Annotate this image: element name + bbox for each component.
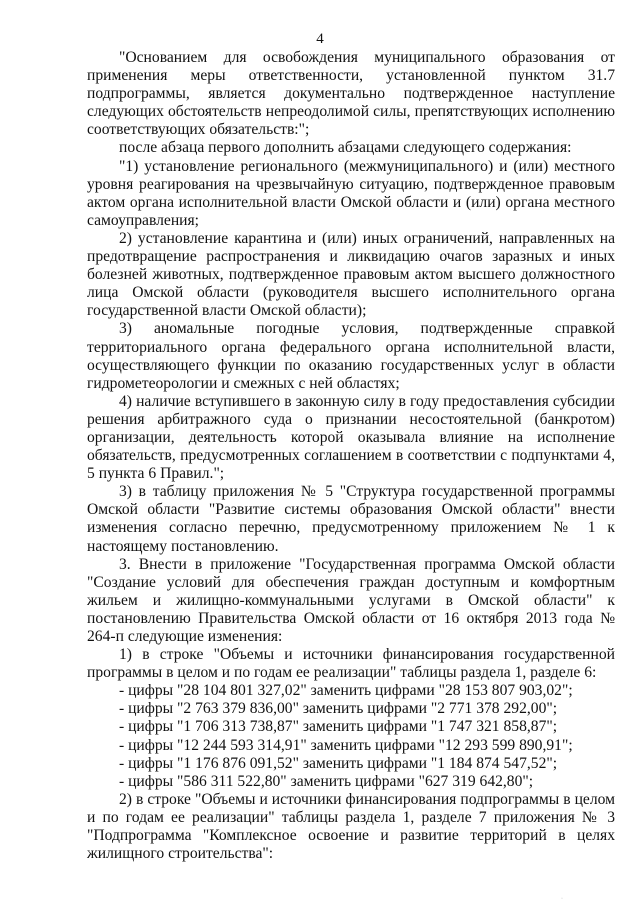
page-number: 4: [316, 31, 324, 47]
list-item-figure-replacement: - цифры "2 763 379 836,00" заменить цифрами "2 771 378 292,00";: [119, 700, 558, 718]
list-item-figure-replacement: - цифры "1 176 876 091,52" заменить цифрами "1 184 874 547,52";: [119, 754, 558, 772]
paragraph-table-appendix-5: 3) в таблицу приложения № 5 "Структура государственной программы Омской области "Развитие системы образования Омской области" внести изменения согласно перечню, предусмотренному приложением № 1 к настоящему постановлению.: [87, 483, 615, 555]
paragraph-item-1-emergency: "1) установление регионального (межмуниципального) и (или) местного уровня реагирования на чрезвычайную ситуацию, подтвержденное правовым актом органа исполнительной власти Омской области и (или) органа местного самоуправления;: [87, 157, 615, 229]
paragraph-item-3-weather: 3) аномальные погодные условия, подтвержденные справкой территориального органа федерального органа исполнительной власти, осуществляющего функции по оказанию государственных услуг в области гидрометеорологии и смежных с ней областях;: [87, 320, 615, 392]
paragraph-section-3: 3. Внести в приложение "Государственная программа Омской области "Создание условий для обеспечения граждан доступным и комфортным жильем и жилищно-коммунальными услугами в Омской области" к постановлению Правительства Омской области от 16 октября 2013 года № 264-п следующие изменения:: [87, 555, 615, 645]
list-item-figure-replacement: - цифры "1 706 313 738,87" заменить цифрами "1 747 321 858,87";: [119, 718, 558, 736]
paragraph-subprogram-funding-row: 2) в строке "Объемы и источники финансирования подпрограммы в целом и по годам ее реализации" таблицы раздела 1, разделе 7 приложения № 3 "Подпрограмма "Комплексное освоение и развитие территорий в целях жилищного строительства":: [87, 790, 615, 863]
paragraph-grounds-intro: "Основанием для освобождения муниципального образования от применения меры ответственности, установленной пунктом 31.7 подпрограммы, является документально подтвержденное наступление следующих обстоятельств непреодолимой силы, препятствующих исполнению соответствующих обязательств:";: [87, 49, 615, 139]
list-item-figure-replacement: - цифры "12 244 593 314,91" заменить цифрами "12 293 599 890,91";: [119, 736, 573, 754]
paragraph-item-2-quarantine: 2) установление карантина и (или) иных ограничений, направленных на предотвращение распространения и ликвидацию очагов заразных и иных болезней животных, подтвержденное правовым актом высшего должностного лица Омской области (руководителя высшего исполнительного органа государственной власти Омской области);: [87, 229, 615, 320]
list-item-figure-replacement: - цифры "586 311 522,80" заменить цифрами "627 319 642,80";: [119, 772, 534, 790]
document-body: [87, 49, 615, 863]
paragraph-item-4-bankruptcy: 4) наличие вступившего в законную силу в году предоставления субсидии решения арбитражного суда о признании несостоятельной (банкротом) организации, деятельность которой оказывала влияние на исполнение обязательств, предусмотренных соглашением в соответствии с подпунктами 4, 5 пункта 6 Правил.";: [87, 392, 615, 483]
paragraph-add-abzats: после абзаца первого дополнить абзацами следующего содержания:: [119, 139, 572, 157]
scan-speck: ·: [561, 896, 563, 902]
list-item-figure-replacement: - цифры "28 104 801 327,02" заменить цифрами "28 153 807 903,02";: [119, 682, 573, 700]
paragraph-funding-row: 1) в строке "Объемы и источники финансирования государственной программы в целом и по годам ее реализации" таблицы раздела 1, разделе 6:: [87, 646, 615, 682]
